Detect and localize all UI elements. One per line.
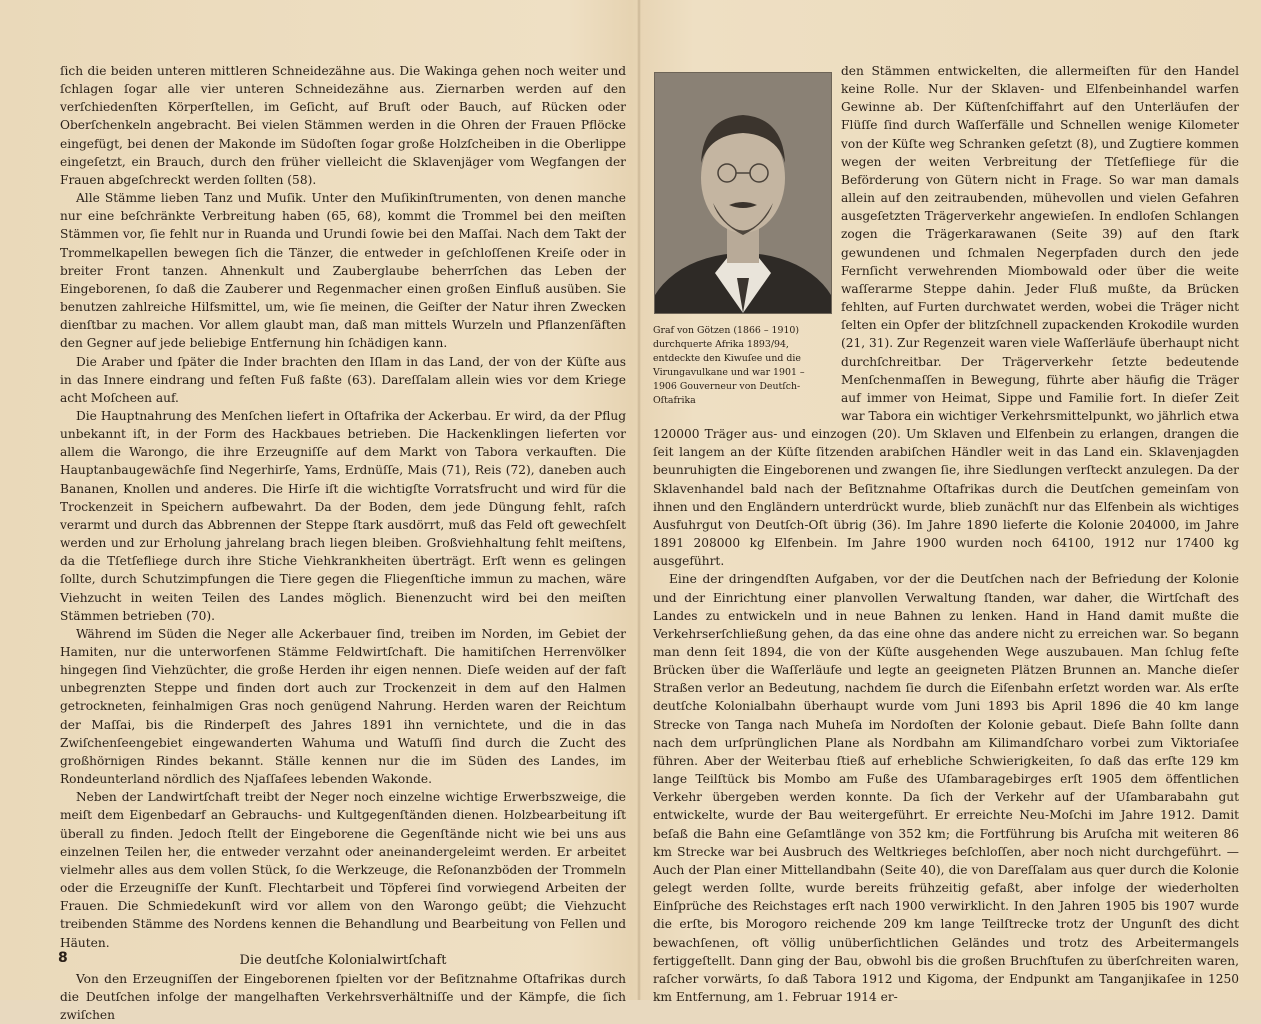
paragraph: ſich die beiden unteren mittleren Schneidezähne aus. Die Wakinga gehen noch weiter und ſchlagen ſogar alle vier unteren Schneidezähne aus. Ziernarben werden auf den verſchiedenſten Körperſtellen, im Geſicht, auf Bruſt oder Bauch, auf Rücken oder Oberſchenkeln angebracht. Bei vielen Stämmen werden in die Ohren der Frauen Pflöcke eingefügt, bei denen der Makonde im Südoſten ſogar große Holzſcheiben in die Oberlippe eingeſetzt, ein Brauch, durch den früher vielleicht die Sklavenjäger vom Wegfangen der Frauen abgeſchreckt werden ſollten (58).: [60, 64, 626, 187]
portrait-illustration: [655, 73, 831, 313]
paragraph: Von den Erzeugniſſen der Eingeborenen ſpielten vor der Beſitznahme Oſtafrikas durch die Deutſchen infolge der mangelhaften Verkehrsverhältniſſe und der Kämpfe, die ſich zwiſchen: [60, 971, 626, 1023]
paragraph: [653, 62, 1239, 570]
paragraph: Eine der dringendſten Aufgaben, vor der die Deutſchen nach der Befriedung der Kolonie und der Einrichtung einer planvollen Verwaltung ſtanden, war daher, die Wirtſchaft des Landes zu entwickeln und in neue Bahnen zu lenken. Hand in Hand damit mußte die Verkehrserſchließung gehen, da das eine ohne das andere nicht zu erreichen war. So begann man denn ſeit 1894, die von der Küſte ausgehenden Wege auszubauen. Man ſchlug feſte Brücken über die Waſſerläufe und legte an geeigneten Plätzen Brunnen an. Manche dieſer Straßen verlor an Bedeutung, nachdem ſie durch die Eiſenbahn erſetzt worden war. Als erſte deutſche Kolonialbahn überhaupt wurde vom Juni 1893 bis April 1896 die 40 km lange Strecke von Tanga nach Muheſa im Nordoſten der Kolonie gebaut. Dieſe Bahn ſollte dann nach dem urſprünglichen Plane als Nordbahn am Kilimandſcharo vorbei zum Viktoriaſee führen. Aber der Weiterbau ſtieß auf erhebliche Schwierigkeiten, ſo daß das erſte 129 km lange Teilſtück bis Mombo am Fuße des Uſambaragebirges erſt 1905 dem öffentlichen Verkehr übergeben werden konnte. Da ſich der Verkehr auf der Uſambarabahn gut entwickelte, wurde der Bau weitergeführt. Er erreichte Neu-Moſchi im Jahre 1912. Damit beſaß die Bahn eine Geſamtlänge von 352 km; die Fortführung bis Aruſcha mit weiteren 86 km Strecke war bei Ausbruch des Weltkrieges beſchloſſen, aber noch nicht durchgeführt. — Auch der Plan einer Mittellandbahn (Seite 40), die von Dareſſalam aus quer durch die Kolonie gelegt werden ſollte, wurde bereits frühzeitig gefaßt, aber infolge der wiederholten Einſprüche des Reichstages erſt nach 1900 verwirklicht. In den Jahren 1905 bis 1907 wurde die erſte, bis Morogoro reichende 209 km lange Teilſtrecke trotz der Ungunſt des dicht bewachſenen, oft völlig unüberſichtlichen Geländes und trotz des Arbeitermangels fertiggeſtellt. Dann ging der Bau, obwohl bis die großen Bruchſtufen zu überſchreiten waren, raſcher vorwärts, ſo daß Tabora 1912 und Kigoma, der Endpunkt am Tanganjikaſee in 1250 km Entfernung, am 1. Februar 1914 er-: [653, 572, 1239, 1004]
photo-caption: Graf von Götzen (1866 – 1910) durchquerte Afrika 1893/94, entdeckte den Kiwuſee und die Virungavulkane und war 1901 – 1906 Gouverneur von Deutſch-Oſtafrika: [653, 325, 805, 406]
section-heading: Die deutſche Kolonialwirtſchaft: [239, 952, 447, 968]
portrait-photograph-icon: [654, 72, 832, 314]
paragraph: Während im Süden die Neger alle Ackerbauer ſind, treiben im Norden, im Gebiet der Hamiten, nur die unterworfenen Stämme Feldwirtſchaft. Die hamitiſchen Herrenvölker hingegen ſind Viehzüchter, die große Herden ihr eigen nennen. Dieſe weiden auf der faſt unbegrenzten Steppe und finden dort auch zur Trockenzeit in dem auf den Halmen getrockneten, feinhalmigen Gras noch genügend Nahrung. Herden waren der Reichtum der Maſſai, bis die Rinderpeſt des Jahres 1891 ihn vernichtete, und die in das Zwiſchenſeengebiet eingewanderten Wahuma und Watuſſi ſind durch die Zucht des großhörnigen Rindes bekannt. Ställe kennen nur die im Süden des Landes, im Rondeunterland nördlich des Njaſſaſees lebenden Wakonde.: [60, 626, 626, 787]
portrait-figure: [653, 72, 831, 408]
paragraph-text: den Stämmen entwickelten, die allermeiſten für den Handel keine Rolle. Nur der Sklaven- und Elfenbeinhandel warfen Gewinne ab. Der Küſtenſchiffahrt auf den Unterläufen der Flüſſe ſind durch Waſſerfälle und Schnellen wenige Kilometer von der Küſte weg Schranken geſetzt (8), und Zugtiere kommen wegen der weiten Verbreitung der Tſetſefliege für die Beförderung von Gütern nicht in Frage. So war man damals allein auf den zeitraubenden, mühevollen und vielen Gefahren ausgeſetzten Trägerverkehr angewieſen. In endloſen Schlangen zogen die Trägerkarawanen (Seite 39) auf den ſtark gewundenen und ſchmalen Negerpfaden durch den jede Fernſicht verwehrenden Miombowald oder über die weite waſſerarme Steppe dahin. Jeder Fluß mußte, da Brücken fehlten, auf Furten durchwatet werden, wobei die Träger nicht ſelten ein Opfer der blitzſchnell zupackenden Krokodile wurden (21, 31). Zur Regenzeit waren viele Waſſerläufe überhaupt nicht durchſchreitbar. Der Trägerverkehr ſetzte bedeutende Menſchenmaſſen in Bewegung, führte aber häufig die Träger auf immer von Heimat, Sippe und Familie fort. In dieſer Zeit war Tabora ein wichtiger Verkehrsmittelpunkt, wo jährlich etwa 120000 Träger aus- und einzogen (20). Um Sklaven und Elfenbein zu erlangen, drangen die ſeit langem an der Küſte ſitzenden arabiſchen Händler weit in das Land ein. Sklavenjagden beunruhigten die Eingeborenen und zwangen ſie, ihre Siedlungen verſteckt anzulegen. Da der Sklavenhandel bald nach der Beſitznahme Oſtafrikas durch die Deutſchen gemeinſam von ihnen und den Engländern unterdrückt wurde, blieb zunächſt nur das Elfenbein als wichtiges Ausfuhrgut von Deutſch-Oſt übrig (36). Im Jahre 1890 lieferte die Kolonie 204000, im Jahre 1891 208000 kg Elfenbein. Im Jahre 1900 wurden noch 64100, 1912 nur 17400 kg ausgeführt.: [653, 64, 1239, 569]
paragraph: Neben der Landwirtſchaft treibt der Neger noch einzelne wichtige Erwerbszweige, die meiſt dem Eigenbedarf an Gebrauchs- und Kultgegenſtänden dienen. Holzbearbeitung iſt überall zu finden. Jedoch ſtellt der Eingeborene die Gegenſtände nicht wie bei uns aus einzelnen Teilen her, die entweder verzahnt oder aneinandergeleimt werden. Er arbeitet vielmehr alles aus dem vollen Stück, ſo die Werkzeuge, die Reſonanzböden der Trommeln oder die Erzeugniſſe der Kunſt. Flechtarbeit und Töpferei ſind vorwiegend Arbeiten der Frauen. Die Schmiedekunſt wird vor allem von den Warongo geübt; die Viehzucht treibenden Stämme des Nordens kennen die Behandlung und Bearbeitung von Fellen und Häuten.: [60, 790, 626, 950]
right-column: [653, 62, 1239, 1006]
paragraph: Die Hauptnahrung des Menſchen liefert in Oſtafrika der Ackerbau. Er wird, da der Pflug unbekannt iſt, in der Form des Hackbaues betrieben. Die Hackenklingen lieferten vor allem die Warongo, die ihre Erzeugniſſe auf dem Markt von Tabora verkauften. Die Hauptanbaugewächſe ſind Negerhirſe, Yams, Erdnüſſe, Mais (71), Reis (72), daneben auch Bananen, Knollen und anderes. Die Hirſe iſt die wichtigſte Vorratsfrucht und wird für die Trockenzeit in Speichern aufbewahrt. Da der Boden, dem jede Düngung fehlt, raſch verarmt und durch das Abbrennen der Steppe ſtark ausdörrt, muß das Feld oft gewechſelt werden und zur Erholung jahrelang brach liegen bleiben. Großviehhaltung fehlt meiſtens, da die Tſetſefliege durch ihre Stiche Viehkrankheiten überträgt. Erſt wenn es gelingen ſollte, durch Schutzimpfungen die Tiere gegen die Fliegenſtiche immun zu machen, wäre Viehzucht in weiten Teilen des Landes möglich. Bienenzucht wird bei den meiſten Stämmen betrieben (70).: [60, 408, 626, 623]
paragraph: Alle Stämme lieben Tanz und Muſik. Unter den Muſikinſtrumenten, von denen manche nur eine beſchränkte Verbreitung haben (65, 68), kommt die Trommel bei den meiſten Stämmen vor, ſie fehlt nur in Ruanda und Urundi ſowie bei den Maſſai. Nach dem Takt der Trommelkapellen bewegen ſich die Tänzer, die entweder in geſchloſſenen Kreiſe oder in breiter Front tanzen. Ahnenkult und Zauberglaube beherrſchen das Leben der Eingeborenen, ſo daß die Zauberer und Regenmacher einen großen Einfluß ausüben. Sie benutzen zahlreiche Hilfsmittel, um, wie ſie meinen, die Geiſter der Natur ihren Zwecken dienſtbar zu machen. Vor allem glaubt man, daß man mittels Wurzeln und Pflanzenſäften den Gegner auf jede beliebige Entfernung hin ſchädigen kann.: [60, 191, 626, 351]
paragraph: Die Araber und ſpäter die Inder brachten den Iſlam in das Land, der von der Küſte aus in das Innere eindrang und feſten Fuß faßte (63). Dareſſalam allein wies vor dem Kriege acht Moſcheen auf.: [60, 354, 626, 405]
page-number: 8: [58, 950, 68, 966]
page-fold: [637, 0, 641, 1000]
left-column: [60, 62, 626, 1024]
